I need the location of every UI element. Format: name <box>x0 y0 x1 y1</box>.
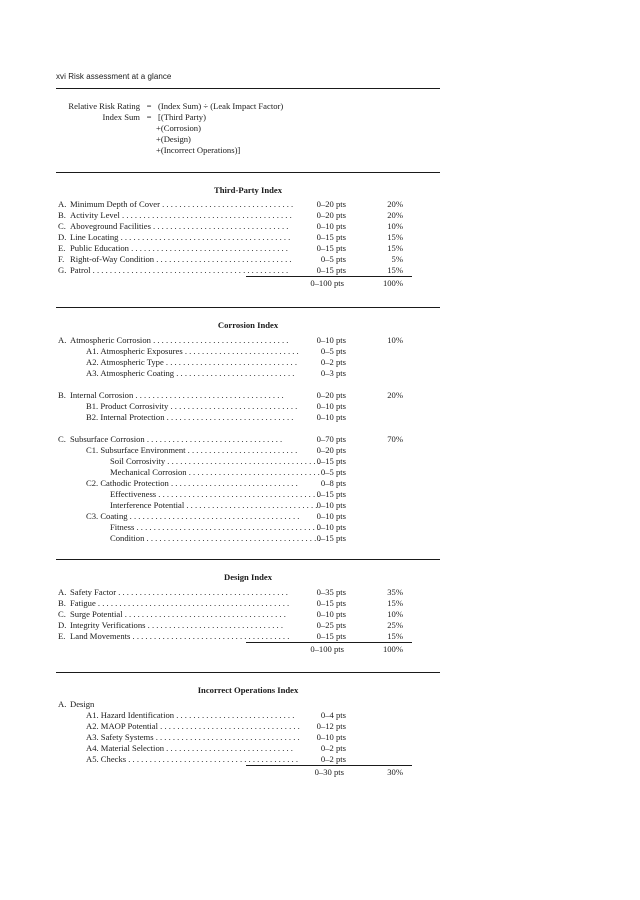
row-name: Mechanical Corrosion . . . . . . . . . . . . . . . . . . . . . . . . . . . . . . . <box>110 467 320 477</box>
row-points: 0–12 pts <box>316 721 346 731</box>
index-row <box>56 732 440 743</box>
index-row <box>56 456 440 467</box>
row-name: A2. Atmospheric Type . . . . . . . . . . . . . . . . . . . . . . . . . . . . . . . <box>86 357 297 367</box>
row-percent: 15% <box>387 265 403 275</box>
third-party-title: Third-Party Index <box>213 185 283 195</box>
formula-content: [(Third Party) <box>158 112 206 122</box>
row-points: 0–15 pts <box>316 631 346 641</box>
running-header: xvi Risk assessment at a glance <box>56 72 172 81</box>
row-letter: E. <box>58 631 66 641</box>
design-title: Design Index <box>224 572 272 582</box>
incorrect-operations-title: Incorrect Operations Index <box>197 685 299 695</box>
row-points: 0–10 pts <box>316 500 346 510</box>
index-row <box>56 467 440 478</box>
index-row <box>56 335 440 346</box>
total-points: 0–30 pts <box>314 767 344 777</box>
row-percent: 20% <box>387 199 403 209</box>
index-row <box>56 401 440 412</box>
index-row <box>56 243 440 254</box>
formula-row <box>56 134 440 145</box>
row-points: 0–20 pts <box>316 390 346 400</box>
row-name: A5. Checks . . . . . . . . . . . . . . . . . . . . . . . . . . . . . . . . . . . . . . . . <box>86 754 298 764</box>
row-percent: 70% <box>387 434 403 444</box>
row-percent: 15% <box>387 598 403 608</box>
row-points: 0–10 pts <box>316 401 346 411</box>
row-letter: E. <box>58 243 66 253</box>
row-points: 0–70 pts <box>316 434 346 444</box>
row-letter: D. <box>58 232 67 242</box>
index-row <box>56 620 440 631</box>
row-points: 0–10 pts <box>316 732 346 742</box>
index-row <box>56 533 440 544</box>
formula-label: Index Sum <box>102 112 140 122</box>
row-points: 0–15 pts <box>316 533 346 543</box>
formula-row <box>56 112 440 123</box>
row-name: C2. Cathodic Protection . . . . . . . . . . . . . . . . . . . . . . . . . . . . . . <box>86 478 298 488</box>
index-row <box>56 754 440 765</box>
row-name: Surge Potential . . . . . . . . . . . . . . . . . . . . . . . . . . . . . . . . . . . . . . <box>70 609 286 619</box>
row-letter: B. <box>58 598 66 608</box>
total-row <box>56 642 440 655</box>
row-points: 0–10 pts <box>316 522 346 532</box>
row-percent: 5% <box>391 254 403 264</box>
row-name: A4. Material Selection . . . . . . . . . . . . . . . . . . . . . . . . . . . . . . <box>86 743 293 753</box>
row-name: A3. Atmospheric Coating . . . . . . . . . . . . . . . . . . . . . . . . . . . . <box>86 368 295 378</box>
row-points: 0–8 pts <box>320 478 346 488</box>
row-name: Atmospheric Corrosion . . . . . . . . . . . . . . . . . . . . . . . . . . . . . . . . <box>70 335 289 345</box>
row-name: A1. Hazard Identification . . . . . . . . . . . . . . . . . . . . . . . . . . . . <box>86 710 295 720</box>
row-points: 0–20 pts <box>316 445 346 455</box>
formula-content: +(Incorrect Operations)] <box>156 145 241 155</box>
row-points: 0–20 pts <box>316 199 346 209</box>
row-name: Minimum Depth of Cover . . . . . . . . . . . . . . . . . . . . . . . . . . . . . . . <box>70 199 294 209</box>
row-letter: A. <box>58 699 67 709</box>
corrosion-table <box>56 335 440 544</box>
total-rule <box>246 276 412 277</box>
row-name: Public Education . . . . . . . . . . . . . . . . . . . . . . . . . . . . . . . . . . . . . <box>70 243 288 253</box>
total-percent: 100% <box>382 278 403 288</box>
total-row <box>56 276 440 289</box>
index-row <box>56 500 440 511</box>
index-row <box>56 743 440 754</box>
formula-label: Relative Risk Rating <box>68 101 140 111</box>
corrosion-title: Corrosion Index <box>217 320 279 330</box>
row-name: Land Movements . . . . . . . . . . . . . . . . . . . . . . . . . . . . . . . . . . . . . <box>70 631 290 641</box>
row-points: 0–25 pts <box>316 620 346 630</box>
index-row <box>56 721 440 732</box>
total-percent: 100% <box>382 644 403 654</box>
row-letter: A. <box>58 587 67 597</box>
row-name: A3. Safety Systems . . . . . . . . . . . . . . . . . . . . . . . . . . . . . . . . . . <box>86 732 300 742</box>
divider <box>56 672 440 673</box>
row-percent: 10% <box>387 221 403 231</box>
row-points: 0–10 pts <box>316 335 346 345</box>
row-points: 0–15 pts <box>316 456 346 466</box>
index-row <box>56 390 440 401</box>
row-points: 0–15 pts <box>316 489 346 499</box>
index-row <box>56 522 440 533</box>
row-letter: B. <box>58 390 66 400</box>
row-points: 0–5 pts <box>320 346 346 356</box>
row-name: Design <box>70 699 95 709</box>
row-points: 0–15 pts <box>316 243 346 253</box>
index-row <box>56 587 440 598</box>
formula-equals: = <box>146 101 152 111</box>
row-percent: 10% <box>387 335 403 345</box>
row-percent: 15% <box>387 631 403 641</box>
row-points: 0–10 pts <box>316 511 346 521</box>
row-name: Internal Corrosion . . . . . . . . . . . . . . . . . . . . . . . . . . . . . . . . . . . <box>70 390 284 400</box>
row-points: 0–15 pts <box>316 265 346 275</box>
total-percent: 30% <box>387 767 403 777</box>
index-row <box>56 199 440 210</box>
row-points: 0–5 pts <box>320 467 346 477</box>
row-percent: 20% <box>387 390 403 400</box>
index-row <box>56 511 440 522</box>
index-row <box>56 210 440 221</box>
row-letter: A. <box>58 335 67 345</box>
risk-formula <box>56 101 440 156</box>
row-letter: C. <box>58 434 66 444</box>
incorrect-operations-table <box>56 699 440 778</box>
index-row <box>56 412 440 423</box>
index-row <box>56 478 440 489</box>
index-row <box>56 221 440 232</box>
row-points: 0–15 pts <box>316 598 346 608</box>
row-name: Aboveground Facilities . . . . . . . . . . . . . . . . . . . . . . . . . . . . . . . . <box>70 221 289 231</box>
row-points: 0–4 pts <box>320 710 346 720</box>
total-rule <box>246 642 412 643</box>
row-name: Activity Level . . . . . . . . . . . . . . . . . . . . . . . . . . . . . . . . . . . . . . . . <box>70 210 292 220</box>
index-row <box>56 357 440 368</box>
row-points: 0–5 pts <box>320 254 346 264</box>
third-party-table <box>56 199 440 289</box>
index-row <box>56 609 440 620</box>
index-row <box>56 598 440 609</box>
row-name: A2. MAOP Potential . . . . . . . . . . . . . . . . . . . . . . . . . . . . . . . . . <box>86 721 300 731</box>
index-row <box>56 254 440 265</box>
row-name: Patrol . . . . . . . . . . . . . . . . . . . . . . . . . . . . . . . . . . . . . . . . . . . . . . <box>70 265 289 275</box>
row-letter: F. <box>58 254 65 264</box>
index-row <box>56 434 440 445</box>
row-percent: 25% <box>387 620 403 630</box>
formula-row <box>56 123 440 134</box>
row-points: 0–3 pts <box>320 368 346 378</box>
row-name: Safety Factor . . . . . . . . . . . . . . . . . . . . . . . . . . . . . . . . . . . . . . . . <box>70 587 288 597</box>
divider <box>56 88 440 89</box>
index-row <box>56 232 440 243</box>
row-name: Soil Corrosivity . . . . . . . . . . . . . . . . . . . . . . . . . . . . . . . . . . . . <box>110 456 320 466</box>
row-percent: 35% <box>387 587 403 597</box>
index-row <box>56 699 440 710</box>
formula-row <box>56 145 440 156</box>
row-points: 0–10 pts <box>316 221 346 231</box>
row-name: Subsurface Corrosion . . . . . . . . . . . . . . . . . . . . . . . . . . . . . . . . <box>70 434 283 444</box>
index-row <box>56 710 440 721</box>
row-name: Fatigue . . . . . . . . . . . . . . . . . . . . . . . . . . . . . . . . . . . . . . . . . . . . . <box>70 598 290 608</box>
row-points: 0–20 pts <box>316 210 346 220</box>
index-row <box>56 368 440 379</box>
formula-equals: = <box>146 112 152 122</box>
index-row <box>56 423 440 434</box>
row-name: B2. Internal Protection . . . . . . . . . . . . . . . . . . . . . . . . . . . . . . <box>86 412 294 422</box>
row-points: 0–10 pts <box>316 412 346 422</box>
index-row <box>56 445 440 456</box>
row-percent: 15% <box>387 243 403 253</box>
index-row <box>56 265 440 276</box>
index-row <box>56 631 440 642</box>
row-letter: C. <box>58 609 66 619</box>
row-name: Integrity Verifications . . . . . . . . . . . . . . . . . . . . . . . . . . . . . . . . <box>70 620 283 630</box>
row-name: Condition . . . . . . . . . . . . . . . . . . . . . . . . . . . . . . . . . . . . . . . . . <box>110 533 321 543</box>
index-row <box>56 489 440 500</box>
row-percent: 10% <box>387 609 403 619</box>
row-points: 0–35 pts <box>316 587 346 597</box>
row-points: 0–15 pts <box>316 232 346 242</box>
row-name: Right-of-Way Condition . . . . . . . . . . . . . . . . . . . . . . . . . . . . . . . . <box>70 254 292 264</box>
index-row <box>56 379 440 390</box>
row-name: C1. Subsurface Environment . . . . . . . . . . . . . . . . . . . . . . . . . . <box>86 445 298 455</box>
row-name: A1. Atmospheric Exposures . . . . . . . . . . . . . . . . . . . . . . . . . . . <box>86 346 299 356</box>
row-name: Effectiveness . . . . . . . . . . . . . . . . . . . . . . . . . . . . . . . . . . . . . . <box>110 489 320 499</box>
row-letter: B. <box>58 210 66 220</box>
total-row <box>56 765 440 778</box>
divider <box>56 559 440 560</box>
row-points: 0–2 pts <box>320 743 346 753</box>
row-percent: 20% <box>387 210 403 220</box>
row-letter: A. <box>58 199 67 209</box>
formula-row <box>56 101 440 112</box>
total-points: 0–100 pts <box>310 278 344 288</box>
formula-content: +(Design) <box>156 134 191 144</box>
total-rule <box>246 765 412 766</box>
row-name: Interference Potential . . . . . . . . . . . . . . . . . . . . . . . . . . . . . . . <box>110 500 318 510</box>
index-row <box>56 346 440 357</box>
design-table <box>56 587 440 655</box>
row-letter: G. <box>58 265 67 275</box>
row-letter: C. <box>58 221 66 231</box>
row-points: 0–2 pts <box>320 754 346 764</box>
divider <box>56 172 440 173</box>
row-letter: D. <box>58 620 67 630</box>
row-points: 0–10 pts <box>316 609 346 619</box>
total-points: 0–100 pts <box>310 644 344 654</box>
formula-content: +(Corrosion) <box>156 123 201 133</box>
row-points: 0–2 pts <box>320 357 346 367</box>
formula-content: (Index Sum) ÷ (Leak Impact Factor) <box>158 101 284 111</box>
row-name: Line Locating . . . . . . . . . . . . . . . . . . . . . . . . . . . . . . . . . . . . . . . . <box>70 232 291 242</box>
divider <box>56 307 440 308</box>
row-percent: 15% <box>387 232 403 242</box>
row-name: B1. Product Corrosivity . . . . . . . . . . . . . . . . . . . . . . . . . . . . . . <box>86 401 298 411</box>
row-name: Fitness . . . . . . . . . . . . . . . . . . . . . . . . . . . . . . . . . . . . . . . . . . . <box>110 522 320 532</box>
row-name: C3. Coating . . . . . . . . . . . . . . . . . . . . . . . . . . . . . . . . . . . . . . . . <box>86 511 300 521</box>
